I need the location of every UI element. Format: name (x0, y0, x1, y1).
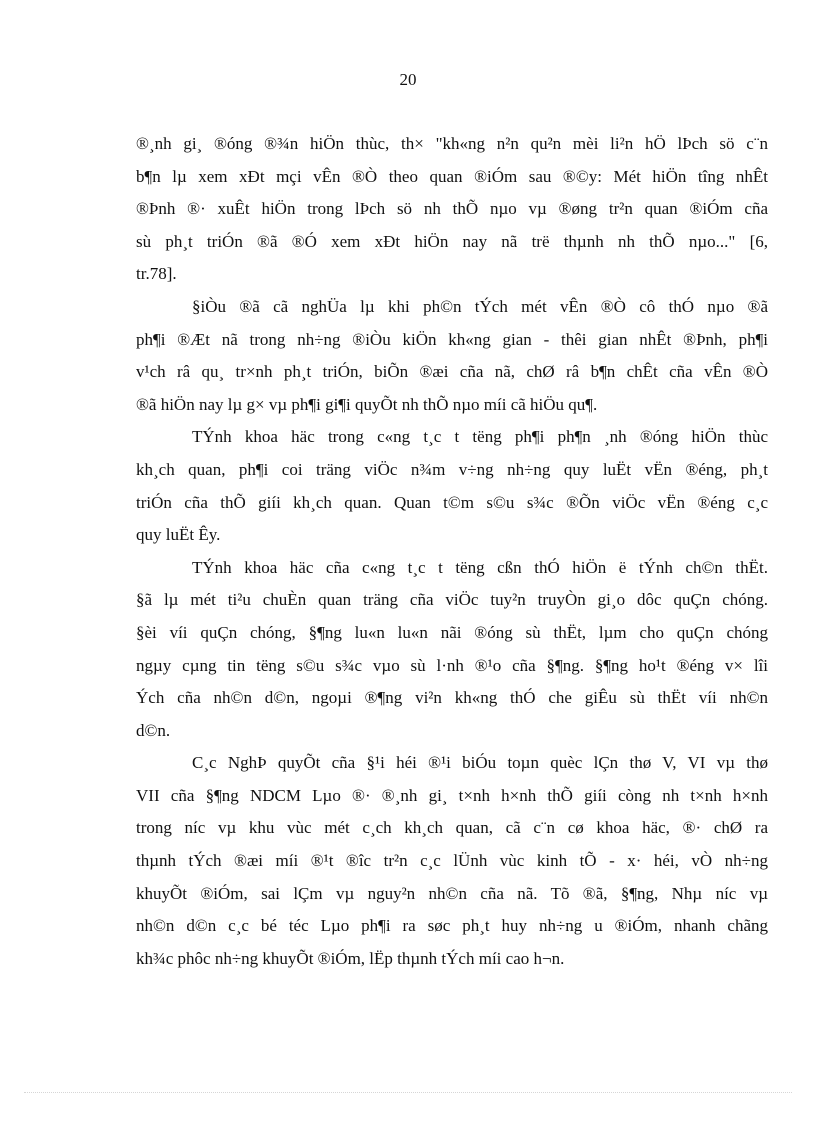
text-line: kh¸ch quan, ph¶i coi träng viÖc n¾m v÷ng nh÷ng quy luËt vËn ®éng, ph¸t (136, 459, 768, 479)
text-line: ngµy cµng tin tëng s©u s¾c vµo sù l·nh ®¹o cña §¶ng. §¶ng ho¹t ®éng v× lîi (136, 655, 768, 675)
text-line: quy luËt Êy. (136, 525, 221, 545)
text-line: §iÒu ®ã cã nghÜa lµ khi ph©n tÝch mét vÊn ®Ò cô thÓ nµo ®ã (192, 296, 768, 316)
text-line: VII cña §¶ng NDCM Lµo ®· ®¸nh gi¸ t×nh h×nh thÕ giíi còng nh t×nh h×nh (136, 785, 768, 805)
body-text (136, 128, 768, 975)
text-line: sù ph¸t triÓn ®ã ®Ó xem xÐt hiÖn nay nã trë thµnh nh thÕ nµo..." [6, (136, 231, 768, 251)
page-number: 20 (399, 70, 417, 89)
text-line: nh©n d©n c¸c bé téc Lµo ph¶i ra søc ph¸t huy nh÷ng u ®iÓm, nhanh chãng (136, 916, 768, 936)
text-line: trong níc vµ khu vùc mét c¸ch kh¸ch quan, cã c¨n cø khoa häc, ®· chØ ra (136, 818, 768, 838)
text-line: §ã lµ mét ti²u chuÈn quan träng cña viÖc tuy²n truyÒn gi¸o dôc quÇn chóng. (136, 590, 768, 610)
text-line: thµnh tÝch ®æi míi ®¹t ®îc tr²n c¸c lÜnh vùc kinh tÕ - x· héi, vÒ nh÷ng (136, 851, 768, 871)
paragraph-5 (136, 747, 768, 975)
text-line: ®ã hiÖn nay lµ g× vµ ph¶i gi¶i quyÕt nh thÕ nµo míi cã hiÖu qu¶. (136, 394, 598, 414)
text-line: TÝnh khoa häc cña c«ng t¸c t tëng cßn thÓ hiÖn ë tÝnh ch©n thËt. (192, 557, 768, 577)
text-line: triÓn cña thÕ giíi kh¸ch quan. Quan t©m s©u s¾c ®Õn viÖc vËn ®éng c¸c (136, 492, 768, 512)
text-line: TÝnh khoa häc trong c«ng t¸c t tëng ph¶i ph¶n ¸nh ®óng hiÖn thùc (192, 427, 768, 447)
text-line: ®Þnh ®· xuÊt hiÖn trong lÞch sö nh thÕ nµo vµ ®øng tr²n quan ®iÓm cña (136, 199, 768, 219)
text-line: kh¾c phôc nh÷ng khuyÕt ®iÓm, lËp thµnh tÝch míi cao h¬n. (136, 948, 565, 968)
paragraph-1 (136, 128, 768, 291)
text-line: ®¸nh gi¸ ®óng ®¾n hiÖn thùc, th× "kh«ng n²n qu²n mèi li²n hÖ lÞch sö c¨n (136, 134, 768, 153)
text-line: tr.78]. (136, 264, 177, 284)
paragraph-4 (136, 552, 768, 748)
text-line: §èi víi quÇn chóng, §¶ng lu«n lu«n nãi ®óng sù thËt, lµm cho quÇn chóng (136, 622, 768, 642)
paragraph-3 (136, 421, 768, 551)
text-line: d©n. (136, 720, 171, 740)
paragraph-2 (136, 291, 768, 421)
page-bottom-rule (24, 1092, 792, 1093)
text-line: ph¶i ®Æt nã trong nh÷ng ®iÒu kiÖn kh«ng gian - thêi gian nhÊt ®Þnh, ph¶i (136, 329, 768, 349)
text-line: b¶n lµ xem xÐt mçi vÊn ®Ò theo quan ®iÓm sau ®©y: Mét hiÖn tîng nhÊt (136, 166, 768, 186)
text-line: khuyÕt ®iÓm, sai lÇm vµ nguy²n nh©n cña nã. Tõ ®ã, §¶ng, Nhµ níc vµ (136, 883, 768, 903)
text-line: C¸c NghÞ quyÕt cña §¹i héi ®¹i biÓu toµn quèc lÇn thø V, VI vµ thø (192, 753, 768, 773)
text-line: Ých cña nh©n d©n, ngoµi ®¶ng vi²n kh«ng thÓ che giÊu sù thËt víi nh©n (136, 688, 768, 708)
text-line: v¹ch râ qu¸ tr×nh ph¸t triÓn, biÕn ®æi cña nã, chØ râ b¶n chÊt cña vÊn ®Ò (136, 362, 768, 382)
